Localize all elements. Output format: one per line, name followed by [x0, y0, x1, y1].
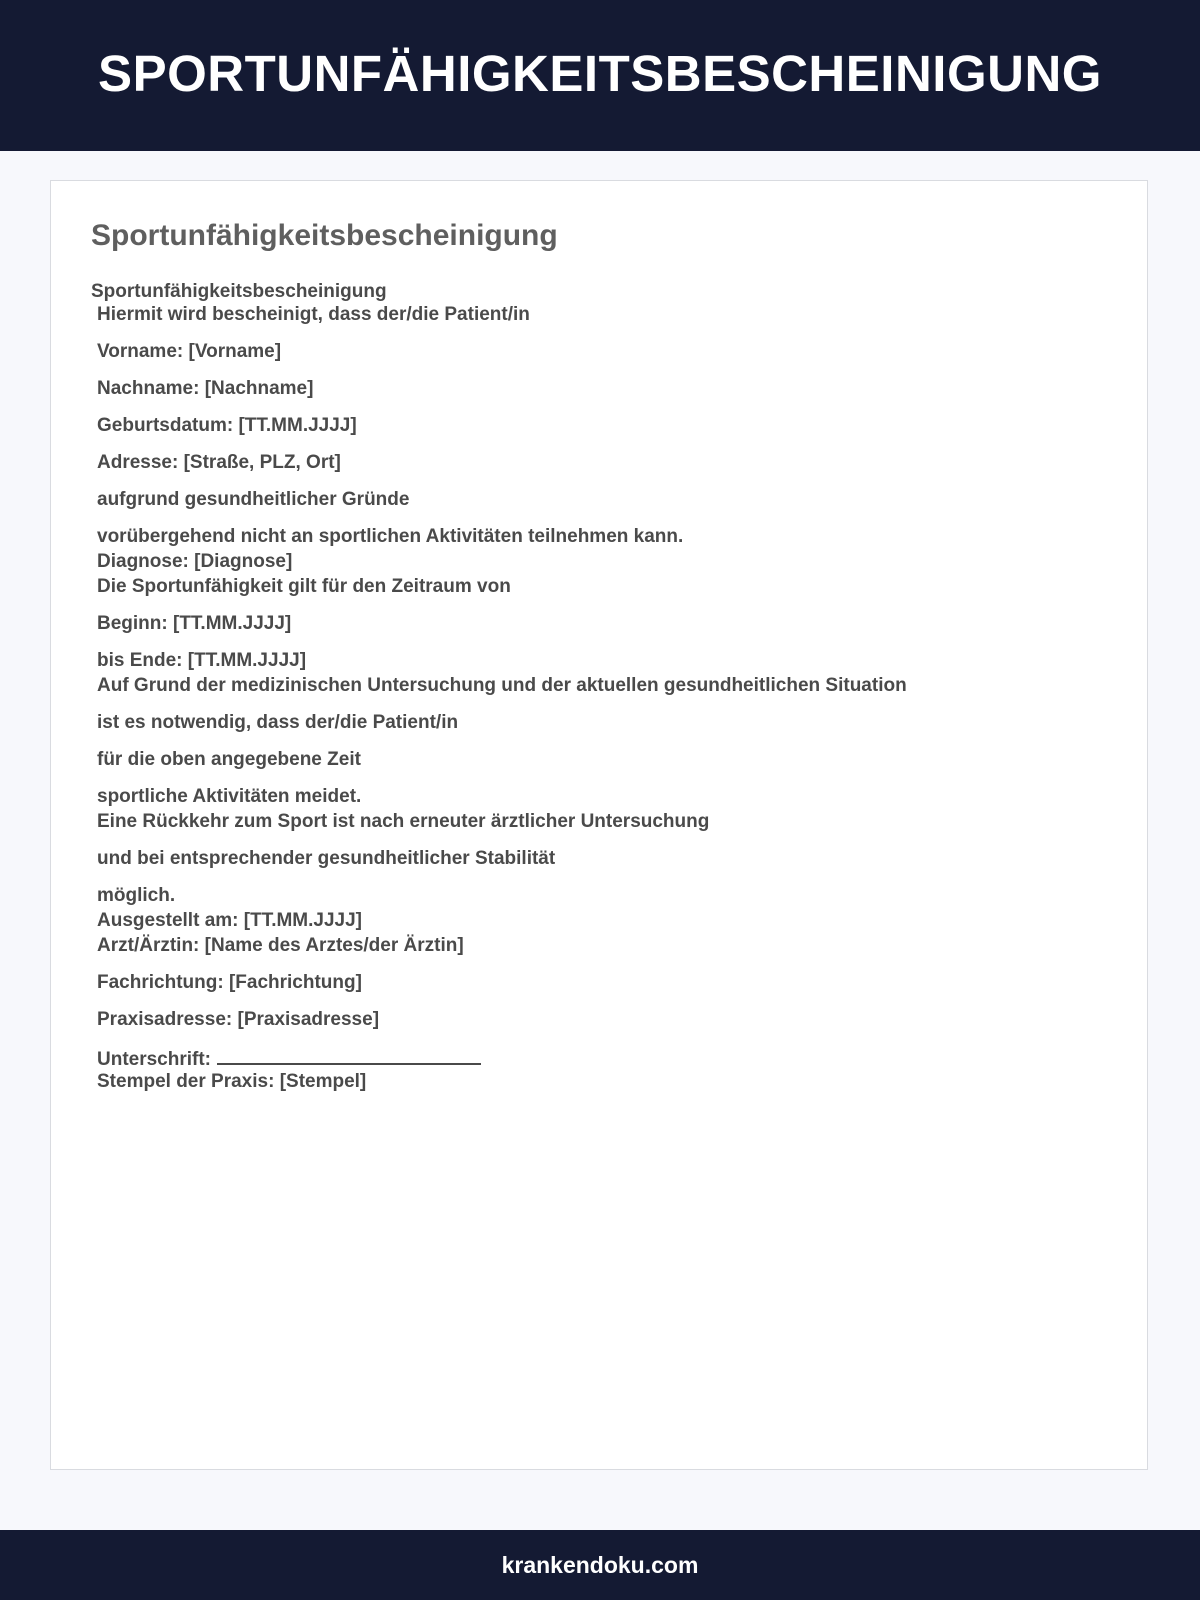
text-line: sportliche Aktivitäten meidet.: [97, 786, 362, 807]
text-line: Hiermit wird bescheinigt, dass der/die Patient/in: [97, 304, 530, 325]
stamp-line: Stempel der Praxis: [Stempel]: [97, 1071, 367, 1092]
text-line: vorübergehend nicht an sportlichen Aktivitäten teilnehmen kann.: [97, 526, 684, 547]
text-line: Diagnose: [Diagnose]: [97, 551, 293, 572]
text-group: [97, 883, 1097, 958]
text-line: Nachname: [Nachname]: [97, 378, 314, 399]
text-group: [97, 611, 1097, 636]
document-label: Sportunfähigkeitsbescheinigung: [91, 281, 387, 302]
text-line: Ausgestellt am: [TT.MM.JJJJ]: [97, 910, 362, 931]
text-line: Die Sportunfähigkeit gilt für den Zeitraum von: [97, 576, 511, 597]
signature-underline: [217, 1044, 481, 1065]
signature-label: Unterschrift:: [97, 1049, 212, 1070]
signature-line-row: [97, 1044, 1097, 1069]
text-group: [97, 450, 1097, 475]
text-line: aufgrund gesundheitlicher Gründe: [97, 489, 410, 510]
signature-group: [97, 1044, 1097, 1094]
top-banner: [0, 0, 1200, 151]
text-line: und bei entsprechender gesundheitlicher Stabilität: [97, 848, 556, 869]
text-line: bis Ende: [TT.MM.JJJJ]: [97, 650, 307, 671]
text-group: [97, 648, 1097, 698]
document-heading: Sportunfähigkeitsbescheinigung: [91, 219, 558, 252]
document-card: [50, 180, 1148, 1470]
text-line: Praxisadresse: [Praxisadresse]: [97, 1009, 380, 1030]
text-group: [97, 487, 1097, 512]
text-group: [97, 747, 1097, 772]
text-line: Beginn: [TT.MM.JJJJ]: [97, 613, 292, 634]
text-group: [97, 784, 1097, 834]
footer-bar: [0, 1530, 1200, 1600]
text-group: [97, 413, 1097, 438]
text-line: Fachrichtung: [Fachrichtung]: [97, 972, 362, 993]
text-line: Arzt/Ärztin: [Name des Arztes/der Ärztin]: [97, 935, 464, 956]
text-group: [97, 339, 1097, 364]
banner-title: SPORTUNFÄHIGKEITSBESCHEINIGUNG: [98, 45, 1102, 102]
text-line: möglich.: [97, 885, 176, 906]
text-line: Vorname: [Vorname]: [97, 341, 282, 362]
text-group: [97, 302, 1097, 327]
text-group: [97, 846, 1097, 871]
text-group: [97, 970, 1097, 995]
text-line: Adresse: [Straße, PLZ, Ort]: [97, 452, 341, 473]
text-line: Eine Rückkehr zum Sport ist nach erneuter ärztlicher Untersuchung: [97, 811, 710, 832]
text-line: für die oben angegebene Zeit: [97, 749, 361, 770]
document-body: [97, 302, 1097, 1106]
text-line: ist es notwendig, dass der/die Patient/in: [97, 712, 459, 733]
text-group: [97, 376, 1097, 401]
text-line: Auf Grund der medizinischen Untersuchung und der aktuellen gesundheitlichen Situation: [97, 675, 907, 696]
text-line: Geburtsdatum: [TT.MM.JJJJ]: [97, 415, 357, 436]
text-group: [97, 1007, 1097, 1032]
footer-site-name: krankendoku.com: [501, 1551, 699, 1578]
text-group: [97, 524, 1097, 599]
text-group: [97, 710, 1097, 735]
